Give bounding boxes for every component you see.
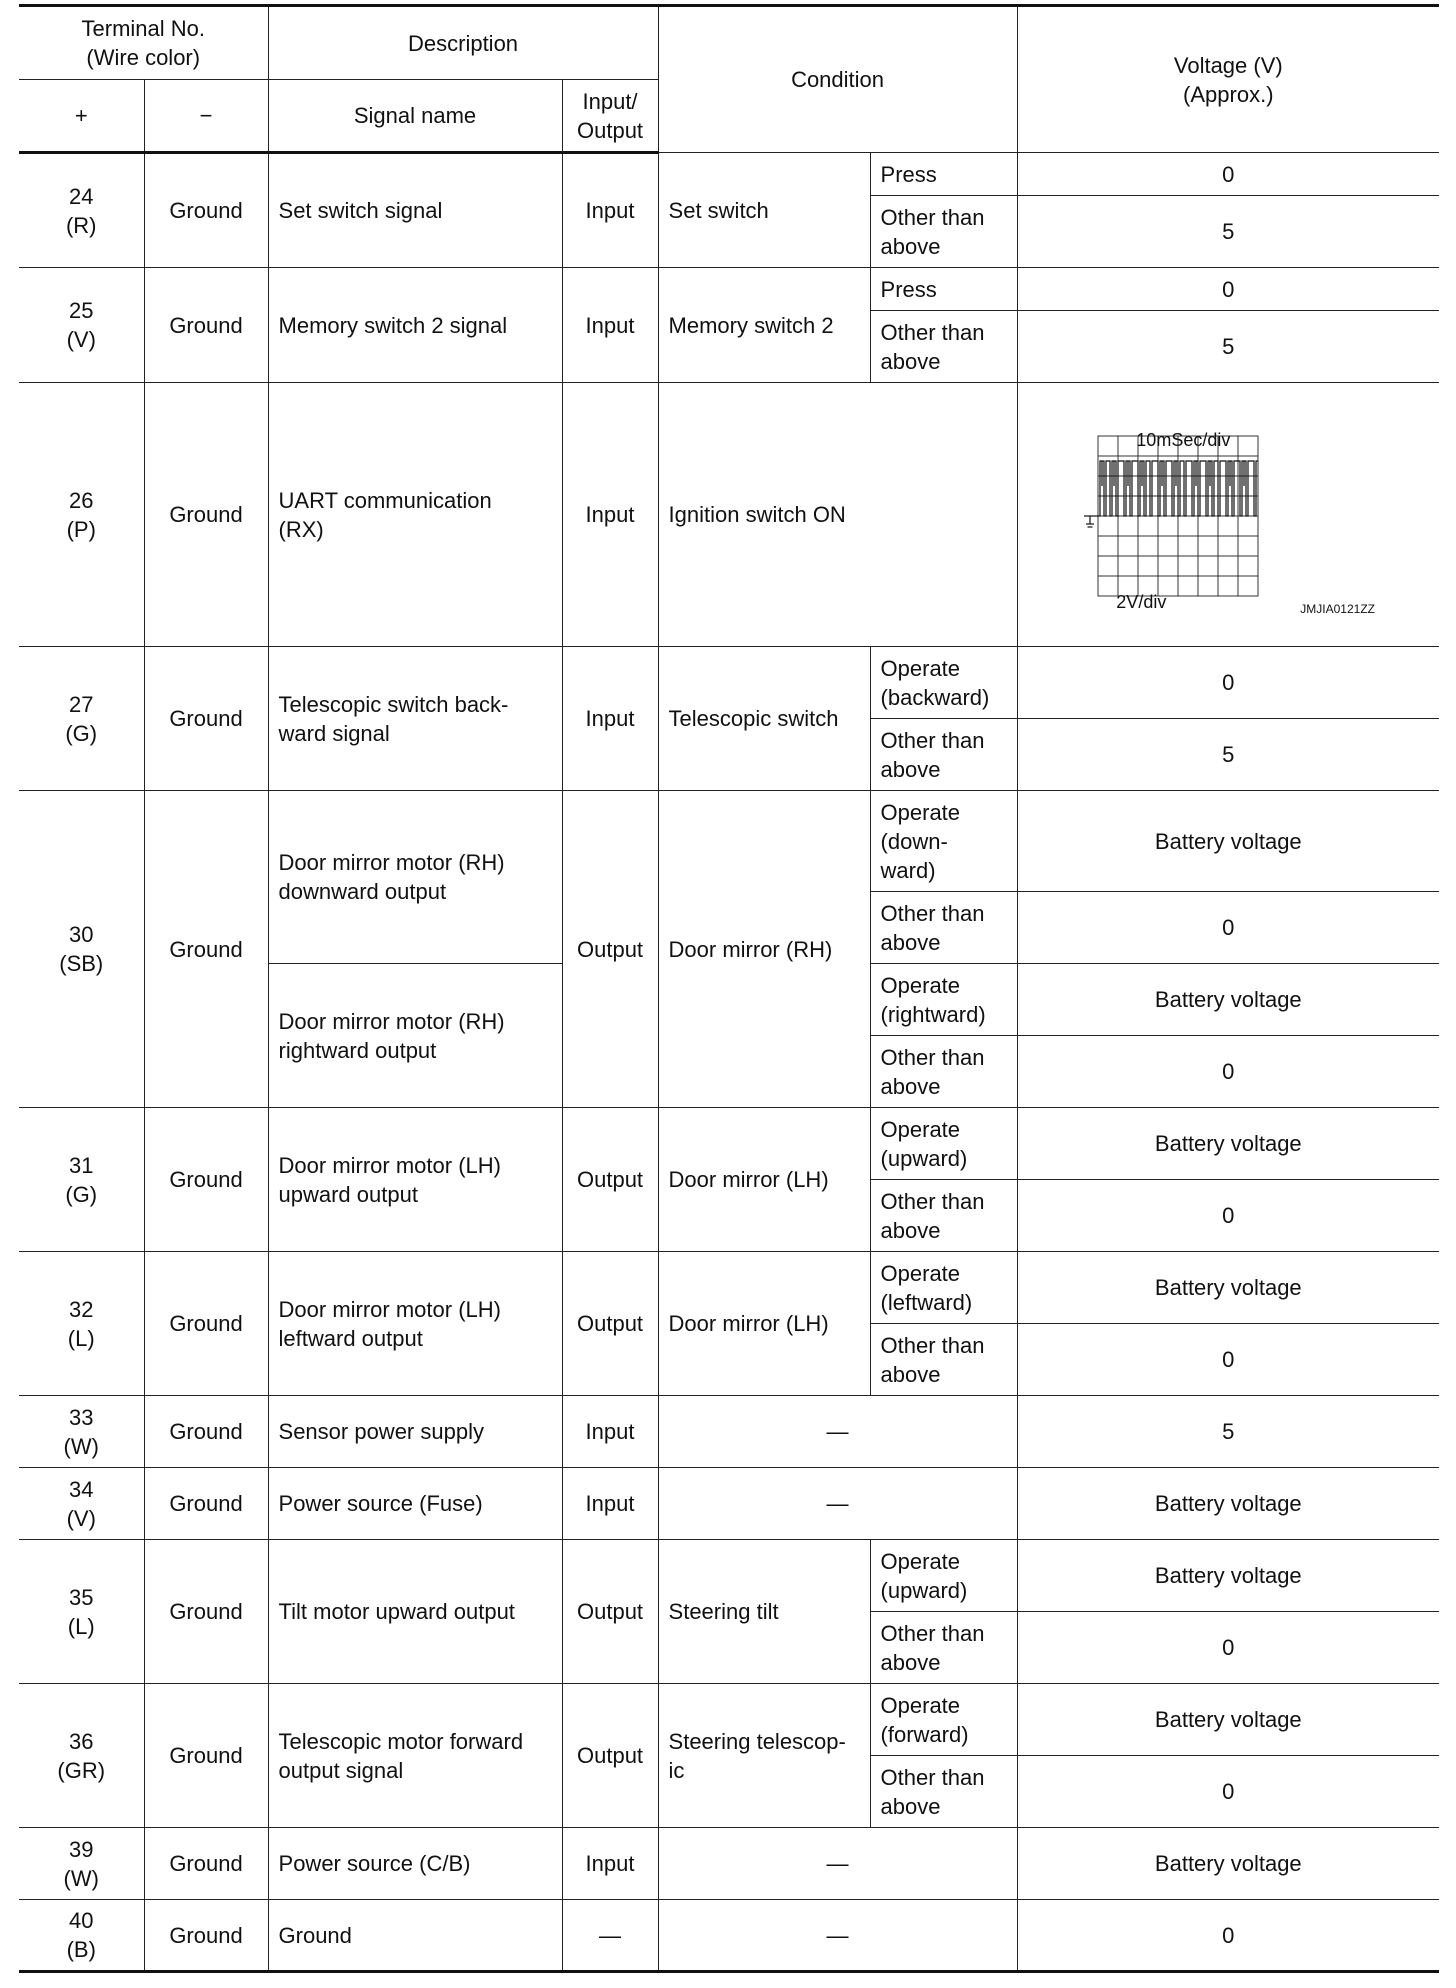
signal-cell: Door mirror motor (LH) upward output: [268, 1108, 562, 1252]
header-description: Description: [268, 6, 658, 80]
table-row: [19, 1468, 1439, 1540]
state-cell: Operate (upward): [870, 1108, 1017, 1180]
state-cell: Operate (upward): [870, 1540, 1017, 1612]
terminal-cell: 30 (SB): [19, 791, 144, 1108]
header-plus: +: [19, 80, 144, 153]
voltage-cell: 5: [1017, 196, 1439, 268]
io-cell: Output: [562, 1684, 658, 1828]
terminal-spec-table: [19, 4, 1439, 1973]
terminal-cell: 26 (P): [19, 383, 144, 647]
table-row: [19, 268, 1439, 311]
voltage-cell: 5: [1017, 719, 1439, 791]
signal-cell: Memory switch 2 signal: [268, 268, 562, 383]
terminal-cell: 27 (G): [19, 647, 144, 791]
voltage-cell: Battery voltage: [1017, 1252, 1439, 1324]
voltage-cell: 0: [1017, 1036, 1439, 1108]
voltage-cell: 0: [1017, 892, 1439, 964]
table-row: [19, 1540, 1439, 1612]
table-row: [19, 1396, 1439, 1468]
signal-cell: Door mirror motor (RH) rightward output: [268, 964, 562, 1108]
condition-cell: Set switch: [658, 153, 870, 268]
header-condition: Condition: [658, 6, 1017, 153]
terminal-cell: 33 (W): [19, 1396, 144, 1468]
state-cell: Other than above: [870, 1180, 1017, 1252]
table-row: [19, 1828, 1439, 1900]
io-cell: Input: [562, 153, 658, 268]
condition-cell: Door mirror (LH): [658, 1252, 870, 1396]
condition-cell: —: [658, 1828, 1017, 1900]
voltage-cell: 0: [1017, 153, 1439, 196]
ground-cell: Ground: [144, 647, 268, 791]
table-row: [19, 1252, 1439, 1324]
terminal-cell: 24 (R): [19, 153, 144, 268]
signal-cell: Power source (Fuse): [268, 1468, 562, 1540]
signal-cell: Ground: [268, 1900, 562, 1972]
ground-cell: Ground: [144, 383, 268, 647]
voltage-cell: 5: [1017, 311, 1439, 383]
terminal-cell: 32 (L): [19, 1252, 144, 1396]
ground-cell: Ground: [144, 1900, 268, 1972]
signal-cell: Power source (C/B): [268, 1828, 562, 1900]
terminal-cell: 36 (GR): [19, 1684, 144, 1828]
condition-cell: Ignition switch ON: [658, 383, 1017, 647]
signal-cell: Door mirror motor (RH) downward output: [268, 791, 562, 964]
terminal-spec-page: [19, 4, 1439, 1973]
condition-cell: Telescopic switch: [658, 647, 870, 791]
terminal-cell: 34 (V): [19, 1468, 144, 1540]
table-row: [19, 791, 1439, 892]
table-row: [19, 153, 1439, 196]
voltage-cell: 0: [1017, 1612, 1439, 1684]
io-cell: Output: [562, 1252, 658, 1396]
table-row: [19, 1108, 1439, 1180]
io-cell: Output: [562, 791, 658, 1108]
waveform-cell: [1017, 383, 1439, 647]
state-cell: Press: [870, 153, 1017, 196]
voltage-cell: Battery voltage: [1017, 1108, 1439, 1180]
voltage-cell: Battery voltage: [1017, 1684, 1439, 1756]
state-cell: Operate (down- ward): [870, 791, 1017, 892]
condition-cell: Steering telescop- ic: [658, 1684, 870, 1828]
state-cell: Other than above: [870, 311, 1017, 383]
terminal-cell: 40 (B): [19, 1900, 144, 1972]
voltage-cell: Battery voltage: [1017, 1468, 1439, 1540]
state-cell: Operate (forward): [870, 1684, 1017, 1756]
signal-cell: Telescopic motor forward output signal: [268, 1684, 562, 1828]
signal-cell: Telescopic switch back- ward signal: [268, 647, 562, 791]
header-io: Input/ Output: [562, 80, 658, 153]
volt-div-label: 2V/div: [1116, 591, 1167, 612]
state-cell: Operate (backward): [870, 647, 1017, 719]
ground-cell: Ground: [144, 1468, 268, 1540]
condition-cell: —: [658, 1396, 1017, 1468]
waveform-figure: [1078, 410, 1378, 620]
figure-code: JMJIA0121ZZ: [1300, 601, 1375, 616]
io-cell: Input: [562, 383, 658, 647]
state-cell: Operate (rightward): [870, 964, 1017, 1036]
voltage-cell: 0: [1017, 1900, 1439, 1972]
ground-cell: Ground: [144, 1396, 268, 1468]
header-row-1: [19, 6, 1439, 80]
condition-cell: Steering tilt: [658, 1540, 870, 1684]
ground-cell: Ground: [144, 153, 268, 268]
io-cell: Input: [562, 1828, 658, 1900]
terminal-cell: 31 (G): [19, 1108, 144, 1252]
ground-cell: Ground: [144, 1684, 268, 1828]
time-div-label: 10mSec/div: [1136, 429, 1231, 450]
table-row: [19, 647, 1439, 719]
voltage-cell: 0: [1017, 1180, 1439, 1252]
signal-cell: Door mirror motor (LH) leftward output: [268, 1252, 562, 1396]
ground-cell: Ground: [144, 268, 268, 383]
state-cell: Other than above: [870, 892, 1017, 964]
header-minus: −: [144, 80, 268, 153]
terminal-cell: 35 (L): [19, 1540, 144, 1684]
table-row: [19, 1900, 1439, 1972]
voltage-cell: 5: [1017, 1396, 1439, 1468]
io-cell: Output: [562, 1108, 658, 1252]
io-cell: Input: [562, 268, 658, 383]
voltage-cell: Battery voltage: [1017, 1828, 1439, 1900]
state-cell: Press: [870, 268, 1017, 311]
voltage-cell: Battery voltage: [1017, 791, 1439, 892]
signal-cell: UART communication (RX): [268, 383, 562, 647]
state-cell: Other than above: [870, 1324, 1017, 1396]
io-cell: —: [562, 1900, 658, 1972]
ground-symbol-icon: [1084, 516, 1098, 527]
ground-cell: Ground: [144, 1540, 268, 1684]
voltage-cell: 0: [1017, 1324, 1439, 1396]
terminal-cell: 25 (V): [19, 268, 144, 383]
voltage-cell: 0: [1017, 268, 1439, 311]
header-voltage: Voltage (V) (Approx.): [1017, 6, 1439, 153]
signal-cell: Set switch signal: [268, 153, 562, 268]
terminal-cell: 39 (W): [19, 1828, 144, 1900]
condition-cell: Memory switch 2: [658, 268, 870, 383]
ground-cell: Ground: [144, 1108, 268, 1252]
uart-waveform: [1098, 461, 1258, 516]
state-cell: Other than above: [870, 1612, 1017, 1684]
condition-cell: Door mirror (RH): [658, 791, 870, 1108]
signal-cell: Tilt motor upward output: [268, 1540, 562, 1684]
condition-cell: —: [658, 1900, 1017, 1972]
state-cell: Other than above: [870, 1756, 1017, 1828]
ground-cell: Ground: [144, 1828, 268, 1900]
table-row: [19, 1684, 1439, 1756]
state-cell: Operate (leftward): [870, 1252, 1017, 1324]
ground-cell: Ground: [144, 791, 268, 1108]
header-terminal-no: Terminal No. (Wire color): [19, 6, 268, 80]
signal-cell: Sensor power supply: [268, 1396, 562, 1468]
state-cell: Other than above: [870, 719, 1017, 791]
condition-cell: Door mirror (LH): [658, 1108, 870, 1252]
voltage-cell: Battery voltage: [1017, 964, 1439, 1036]
table-row: [19, 383, 1439, 647]
state-cell: Other than above: [870, 196, 1017, 268]
voltage-cell: Battery voltage: [1017, 1540, 1439, 1612]
state-cell: Other than above: [870, 1036, 1017, 1108]
io-cell: Input: [562, 647, 658, 791]
io-cell: Input: [562, 1396, 658, 1468]
voltage-cell: 0: [1017, 1756, 1439, 1828]
condition-cell: —: [658, 1468, 1017, 1540]
header-signal-name: Signal name: [268, 80, 562, 153]
io-cell: Input: [562, 1468, 658, 1540]
voltage-cell: 0: [1017, 647, 1439, 719]
io-cell: Output: [562, 1540, 658, 1684]
ground-cell: Ground: [144, 1252, 268, 1396]
